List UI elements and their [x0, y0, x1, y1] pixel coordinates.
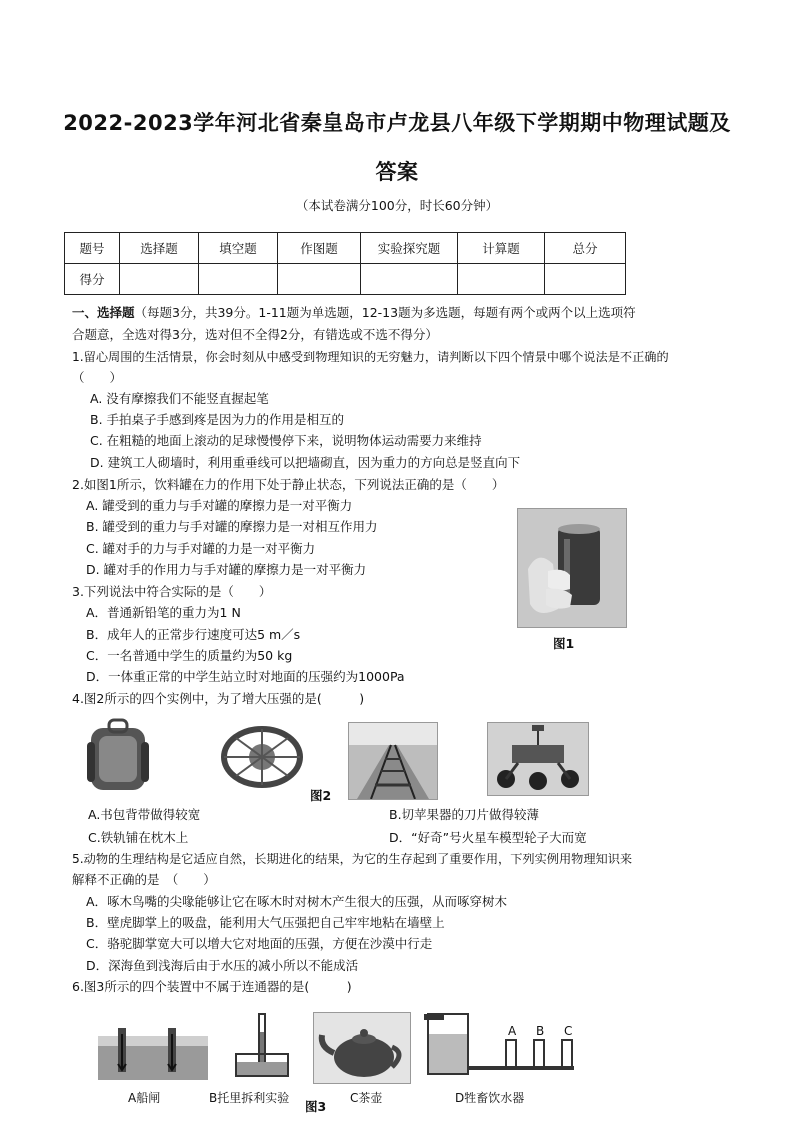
railway-track-icon: [349, 723, 437, 799]
figure-3-label-d: D牲畜饮水器: [455, 1091, 525, 1105]
backpack-icon: [83, 718, 153, 792]
apple-cutter-icon: [220, 724, 304, 790]
drinker-letter: B: [536, 1024, 545, 1038]
torricelli-tube-icon: [232, 1012, 292, 1080]
figure-2-apple-cutter: [220, 724, 304, 790]
q4-option-d: D．“好奇”号火星车模型轮子大而宽: [389, 830, 587, 845]
figure-3-caption: 图3: [305, 1099, 327, 1114]
q5-option-a: A．啄木鸟嘴的尖喙能够让它在啄木时对树木产生很大的压强，从而啄穿树木: [86, 894, 508, 909]
q2-option-b: B. 罐受到的重力与手对罐的摩擦力是一对相互作用力: [86, 519, 378, 534]
section-heading-line2: 合题意，全选对得3分，选对但不全得2分，有错选或不选不得分）: [72, 327, 438, 342]
figure-3-livestock-drinker: [424, 1010, 590, 1082]
score-header-cell: 总分: [545, 233, 626, 264]
q5-stem-line2: 解释不正确的是 （ ）: [72, 872, 216, 887]
page-title: 2022-2023学年河北省秦皇岛市卢龙县八年级下学期期中物理试题及: [63, 111, 731, 135]
figure-3-ship-lock: [98, 1014, 208, 1080]
figure-2-caption: 图2: [310, 788, 332, 803]
figure-1-can-photo: [517, 508, 627, 628]
q1-option-a: A. 没有摩擦我们不能竖直握起笔: [90, 391, 269, 406]
drinker-letter: A: [508, 1024, 517, 1038]
figure-3-torricelli: [232, 1012, 292, 1080]
score-table-score-row: [65, 264, 626, 295]
section-heading-bold: 一、选择题: [72, 305, 135, 320]
q2-option-a: A. 罐受到的重力与手对罐的摩擦力是一对平衡力: [86, 498, 353, 513]
q1-option-b: B. 手拍桌子手感到疼是因为力的作用是相互的: [90, 412, 345, 427]
score-cell[interactable]: [361, 264, 458, 295]
score-cell[interactable]: [199, 264, 278, 295]
score-cell[interactable]: [278, 264, 361, 295]
can-in-hand-icon: [518, 509, 626, 627]
score-header-cell: 作图题: [278, 233, 361, 264]
q5-option-b: B．壁虎脚掌上的吸盘，能利用大气压强把自己牢牢地粘在墙壁上: [86, 915, 445, 930]
figure-2-backpack: [83, 718, 153, 792]
figure-3-teapot: [313, 1012, 411, 1084]
score-header-cell: 实验探究题: [361, 233, 458, 264]
exam-subtitle: （本试卷满分100分，时长60分钟）: [295, 198, 499, 213]
q4-option-a: A.书包背带做得较宽: [88, 807, 201, 822]
teapot-icon: [314, 1013, 410, 1083]
score-header-cell: 题号: [65, 233, 120, 264]
figure-3-label-c: C茶壶: [350, 1091, 383, 1105]
score-header-cell: 填空题: [199, 233, 278, 264]
q4-stem: 4.图2所示的四个实例中，为了增大压强的是( ): [72, 691, 365, 706]
q2-option-d: D. 罐对手的作用力与手对罐的摩擦力是一对平衡力: [86, 562, 367, 577]
figure-2-mars-rover: [487, 722, 589, 796]
q5-option-c: C．骆驼脚掌宽大可以增大它对地面的压强，方便在沙漠中行走: [86, 936, 433, 951]
figure-1-caption: 图1: [553, 636, 575, 651]
q1-stem: 1.留心周围的生活情景，你会时刻从中感受到物理知识的无穷魅力，请判断以下四个情景中哪个说法是不正确的: [72, 350, 669, 364]
q3-option-a: A．普通新铅笔的重力为1 N: [86, 605, 241, 620]
score-table-header-row: [65, 233, 626, 264]
figure-2-railway: [348, 722, 438, 800]
q5-stem: 5.动物的生理结构是它适应自然，长期进化的结果，为它的生存起到了重要作用，下列实例用物理知识来: [72, 852, 633, 866]
q4-option-b: B.切苹果器的刀片做得较薄: [389, 807, 540, 822]
q6-stem: 6.图3所示的四个装置中不属于连通器的是( ): [72, 979, 352, 994]
q3-option-d: D．一体重正常的中学生站立时对地面的压强约为1000Pa: [86, 669, 405, 684]
section-heading: [72, 304, 636, 322]
drinker-letter: C: [564, 1024, 573, 1038]
q3-stem: 3.下列说法中符合实际的是（ ）: [72, 584, 272, 599]
mars-rover-icon: [488, 723, 588, 795]
score-cell[interactable]: [458, 264, 545, 295]
q1-option-c: C. 在粗糙的地面上滚动的足球慢慢停下来，说明物体运动需要力来维持: [90, 433, 482, 448]
score-row-label: 得分: [65, 264, 120, 295]
score-table: [64, 232, 626, 295]
q1-stem-blank: （ ）: [72, 370, 123, 385]
page-title-line2: 答案: [375, 160, 419, 184]
score-header-cell: 计算题: [458, 233, 545, 264]
score-header-cell: 选择题: [120, 233, 199, 264]
score-cell[interactable]: [120, 264, 199, 295]
ship-lock-icon: [98, 1014, 208, 1080]
q2-stem: 2.如图1所示，饮料罐在力的作用下处于静止状态，下列说法正确的是（ ）: [72, 477, 505, 492]
q1-option-d: D. 建筑工人砌墙时，利用重垂线可以把墙砌直，因为重力的方向总是竖直向下: [90, 455, 521, 470]
q2-option-c: C. 罐对手的力与手对罐的力是一对平衡力: [86, 541, 316, 556]
q4-option-c: C.铁轨铺在枕木上: [88, 830, 189, 845]
score-cell[interactable]: [545, 264, 626, 295]
figure-3-label-b: B托里拆利实验: [209, 1091, 290, 1105]
section-heading-rest: （每题3分，共39分。1-11题为单选题，12-13题为多选题，每题有两个或两个以上选项符: [134, 305, 636, 320]
q5-option-d: D．深海鱼到浅海后由于水压的减小所以不能成活: [86, 958, 359, 973]
q3-option-c: C．一名普通中学生的质量约为50 kg: [86, 648, 293, 663]
q3-option-b: B．成年人的正常步行速度可达5 m／s: [86, 627, 301, 642]
figure-3-label-a: A船闸: [128, 1091, 161, 1105]
livestock-drinker-icon: [424, 1010, 590, 1082]
